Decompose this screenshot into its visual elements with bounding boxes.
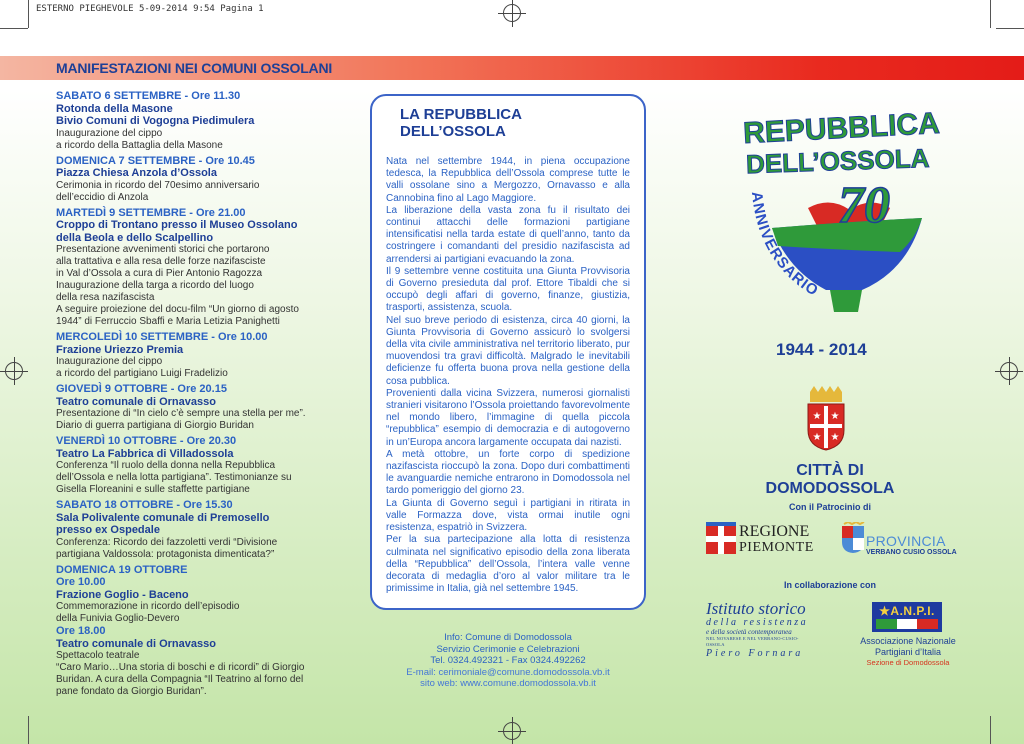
event-place: Croppo di Trontano presso il Museo Ossolano bbox=[56, 219, 298, 231]
event-description: partigiana Valdossola: protagonista dimenticata?” bbox=[56, 548, 275, 560]
history-paragraph: La Giunta di Governo seguì i partigiani in ritirata in valle Formazza dove, vista ormai inutile ogni resistenza, espatriò in Svizzera. bbox=[386, 497, 630, 534]
event-item bbox=[56, 90, 336, 152]
history-paragraph: La liberazione della vasta zona fu il risultato dei continui attacchi delle formazioni partigiane intensificatisi nella tarda estate di quell’anno, tanto da costringere i comandanti del presidio nazifascista ad arrendersi ai partigiani evacuando la zona. bbox=[386, 204, 630, 265]
info-line: Servizio Cerimonie e Celebrazioni bbox=[436, 643, 580, 655]
event-date: GIOVEDÌ 9 OTTOBRE - Ore 20.15 bbox=[56, 383, 227, 395]
city-crest-icon bbox=[804, 386, 848, 452]
crop-mark bbox=[0, 28, 28, 29]
event-description: “Caro Mario…Una storia di boschi e di ricordi” di Giorgio bbox=[56, 662, 305, 673]
event-place: Frazione Goglio - Baceno bbox=[56, 588, 189, 601]
events-list bbox=[56, 90, 336, 701]
anniversary-logo bbox=[730, 100, 960, 335]
regione-flag-icon bbox=[706, 522, 736, 556]
anpi-name bbox=[848, 636, 968, 658]
registration-mark bbox=[1000, 362, 1018, 380]
istituto-title: Istituto storico bbox=[706, 599, 806, 618]
event-item bbox=[56, 331, 336, 380]
years-label: 1944 - 2014 bbox=[776, 340, 867, 359]
history-paragraph: Per la sua partecipazione alla lotta di resistenza culminata nel significativo episodio della zona liberata della “Repubblica” dell’Ossola, l’intera valle venne decorata di medaglia d’oro al valor militare tra le primissime in Italia, già nel settembre 1945. bbox=[386, 534, 630, 595]
info-website[interactable]: sito web: www.comune.domodossola.vb.it bbox=[420, 678, 596, 689]
istituto-name: Piero Fornara bbox=[706, 648, 804, 659]
history-paragraph: A metà ottobre, un forte corpo di spedizione nazifascista rioccupò la zona. Dopo duri combattimenti le avanguardie nemiche entrarono in Domodossola nel tardo pomeriggio del giorno 23. bbox=[386, 448, 630, 497]
event-description: Inaugurazione della targa a ricordo del luogo bbox=[56, 280, 254, 291]
event-description: Diario di guerra partigiana di Giorgio Buridan bbox=[56, 420, 254, 431]
crop-mark bbox=[28, 716, 29, 744]
event-item bbox=[56, 207, 336, 329]
svg-text:★: ★ bbox=[812, 411, 822, 422]
event-item bbox=[56, 499, 336, 561]
event-item bbox=[56, 625, 336, 698]
registration-mark bbox=[5, 362, 23, 380]
provincia-sub: VERBANO CUSIO OSSOLA bbox=[866, 549, 957, 556]
info-line: Info: Comune di Domodossola bbox=[444, 632, 572, 643]
event-date: Ore 18.00 bbox=[56, 625, 106, 637]
event-item bbox=[56, 576, 336, 625]
event-date: DOMENICA 19 OTTOBRE bbox=[56, 563, 188, 576]
crop-mark bbox=[996, 28, 1024, 29]
svg-text:★: ★ bbox=[830, 432, 840, 443]
event-description: 1944” di Ferruccio Sbaffi e Maria Letizia Panighetti bbox=[56, 316, 280, 327]
history-paragraph: Nata nel settembre 1944, in piena occupazione tedesca, la Repubblica dell’Ossola comprese tutte le valli ossolane sino a Mergozzo, Ornavasso e alla Cannobina fino al Lago Maggiore. bbox=[386, 156, 630, 204]
provincia-name: PROVINCIA bbox=[866, 533, 946, 549]
event-place: Teatro comunale di Ornavasso bbox=[56, 637, 216, 650]
event-description: in Val d’Ossola a cura di Pier Antonio Ragozza bbox=[56, 268, 263, 279]
event-description: Gisella Floreanini e sulle staffette partigiane bbox=[56, 484, 250, 495]
anpi-name-line: Partigiani d’Italia bbox=[874, 647, 942, 657]
event-item bbox=[56, 155, 336, 204]
event-description: pane fondato da Giorgio Buridan”. bbox=[56, 686, 207, 697]
registration-mark bbox=[503, 722, 521, 740]
event-description: a ricordo del partigiano Luigi Fradelizio bbox=[56, 368, 228, 379]
event-description: Conferenza “Il ruolo della donna nella Repubblica bbox=[56, 460, 276, 471]
istituto-sub: NEL NOVARESE E NEL VERBANO-CUSIO-OSSOLA bbox=[706, 636, 799, 647]
svg-text:★: ★ bbox=[812, 432, 822, 443]
event-item bbox=[56, 435, 336, 496]
event-description: Inaugurazione del cippo bbox=[56, 127, 163, 139]
event-date: SABATO 18 OTTOBRE - Ore 15.30 bbox=[56, 499, 233, 511]
istituto-sub: e della società contemporanea bbox=[706, 628, 792, 636]
event-place: della Beola e dello Scalpellino bbox=[56, 231, 214, 244]
event-place: Sala Polivalente comunale di Premosello bbox=[56, 511, 270, 524]
history-text bbox=[386, 156, 630, 595]
crop-mark bbox=[990, 0, 991, 28]
crop-mark bbox=[990, 716, 991, 744]
event-description: Cerimonia in ricordo del 70esimo anniversario bbox=[56, 179, 260, 191]
event-description: dell’Ossola e nella lotta partigiana”. Testimonianze su bbox=[56, 472, 292, 483]
event-date: MARTEDÌ 9 SETTEMBRE - Ore 21.00 bbox=[56, 206, 246, 219]
event-description: Presentazione di “In cielo c’è sempre una stella per me”. bbox=[56, 408, 306, 419]
event-place: Rotonda della Masone bbox=[56, 102, 173, 115]
event-place: presso ex Ospedale bbox=[56, 524, 160, 536]
event-description: Commemorazione in ricordo dell’episodio bbox=[56, 601, 240, 612]
event-description: A seguire proiezione del docu-film “Un giorno di agosto bbox=[56, 304, 299, 315]
contact-info bbox=[370, 632, 646, 690]
event-place: Bivio Comuni di Vogogna Piedimulera bbox=[56, 115, 255, 127]
registration-mark bbox=[503, 4, 521, 22]
info-email[interactable]: E-mail: cerimoniale@comune.domodossola.vb.it bbox=[406, 666, 610, 678]
event-date: VENERDÌ 10 OTTOBRE - Ore 20.30 bbox=[56, 435, 237, 447]
history-box bbox=[370, 94, 646, 610]
history-paragraph: Il 9 settembre venne costituita una Giunta Provvisoria di Governo presieduta dal prof. Ettore Tibaldi che si occupò degli affari di governo, finanze, giustizia, trasporti, assistenza, scuola. bbox=[386, 265, 630, 314]
logo-arc-text: ANNIVERSARIO bbox=[747, 190, 822, 300]
event-date: SABATO 6 SETTEMBRE - Ore 11.30 bbox=[56, 90, 241, 102]
event-description: dell’eccidio di Anzola bbox=[56, 191, 149, 203]
event-description: Inaugurazione del cippo bbox=[56, 356, 163, 367]
event-date: Ore 10.00 bbox=[56, 576, 106, 588]
event-item bbox=[56, 564, 336, 577]
logo-line2: DELL’OSSOLA bbox=[745, 142, 930, 180]
event-description: alla trattativa e alla resa delle forze nazifasciste bbox=[56, 256, 266, 267]
event-date: MERCOLEDÌ 10 SETTEMBRE - Ore 10.00 bbox=[56, 331, 268, 343]
provincia-crest-icon bbox=[840, 522, 866, 554]
patronage-label: Con il Patrocinio di bbox=[788, 502, 871, 512]
event-description: Conferenza: Ricordo dei fazzoletti verdi “Divisione bbox=[56, 536, 278, 548]
anpi-section: Sezione di Domodossola bbox=[866, 658, 950, 667]
logo-number: 70 bbox=[838, 177, 890, 234]
collaboration-label: In collaborazione con bbox=[783, 580, 876, 590]
event-place: Piazza Chiesa Anzola d’Ossola bbox=[56, 167, 217, 179]
banner-title: MANIFESTAZIONI NEI COMUNI OSSOLANI bbox=[56, 60, 333, 76]
crop-mark bbox=[28, 0, 29, 28]
istituto-logo bbox=[706, 600, 816, 660]
event-description: Presentazione avvenimenti storici che portarono bbox=[56, 244, 270, 255]
anpi-flag-icon bbox=[876, 619, 938, 629]
regione-name: REGIONE bbox=[739, 523, 810, 540]
history-paragraph: Provenienti dalla vicina Svizzera, numerosi giornalisti stranieri visitarono l’Ossola proiettando favorevolmente nel mondo libero, l’immagine di quella piccola “repubblica” esempio di democrazia e di autogoverno in un’Europa ancora largamente occupata dai nazisti. bbox=[386, 387, 630, 448]
logo-line1: REPUBBLICA bbox=[742, 106, 941, 151]
anpi-logo-text: ★A.N.P.I. bbox=[879, 604, 935, 618]
istituto-sub: della resistenza bbox=[706, 617, 809, 628]
history-title: LA REPUBBLICA DELL’OSSOLA bbox=[400, 106, 522, 140]
event-item bbox=[56, 383, 336, 432]
info-phone: Tel. 0324.492321 - Fax 0324.492262 bbox=[430, 655, 586, 666]
event-place: Teatro comunale di Ornavasso bbox=[56, 395, 216, 408]
event-description: della resa nazifascista bbox=[56, 292, 155, 303]
event-description: Spettacolo teatrale bbox=[56, 650, 140, 661]
event-description: Buridan. A cura della Compagnia “Il Teatrino al forno del bbox=[56, 674, 304, 685]
event-place: Frazione Uriezzo Premia bbox=[56, 343, 184, 356]
event-place: Teatro La Fabbrica di Villadossola bbox=[56, 447, 234, 460]
event-date: DOMENICA 7 SETTEMBRE - Ore 10.45 bbox=[56, 154, 255, 167]
history-paragraph: Nel suo breve periodo di esistenza, circa 40 giorni, la Giunta Provvisoria di Governo assicurò lo svolgersi della vita civile amministrativa nel territorio liberato, pur muovendosi tra gravi difficoltà. Malgrado le inevitabili deficienze fu offerta buona prova nella gestione della cosa pubblica. bbox=[386, 314, 630, 387]
print-header: ESTERNO PIEGHEVOLE 5-09-2014 9:54 Pagina 1 bbox=[36, 4, 264, 14]
regione-sub: PIEMONTE bbox=[739, 540, 814, 555]
event-description: della Funivia Goglio-Devero bbox=[56, 613, 180, 624]
event-description: a ricordo della Battaglia della Masone bbox=[56, 139, 223, 151]
svg-text:★: ★ bbox=[830, 411, 840, 422]
city-title: CITTÀ DI DOMODOSSOLA bbox=[765, 462, 895, 497]
anpi-name-line: Associazione Nazionale bbox=[860, 636, 956, 646]
